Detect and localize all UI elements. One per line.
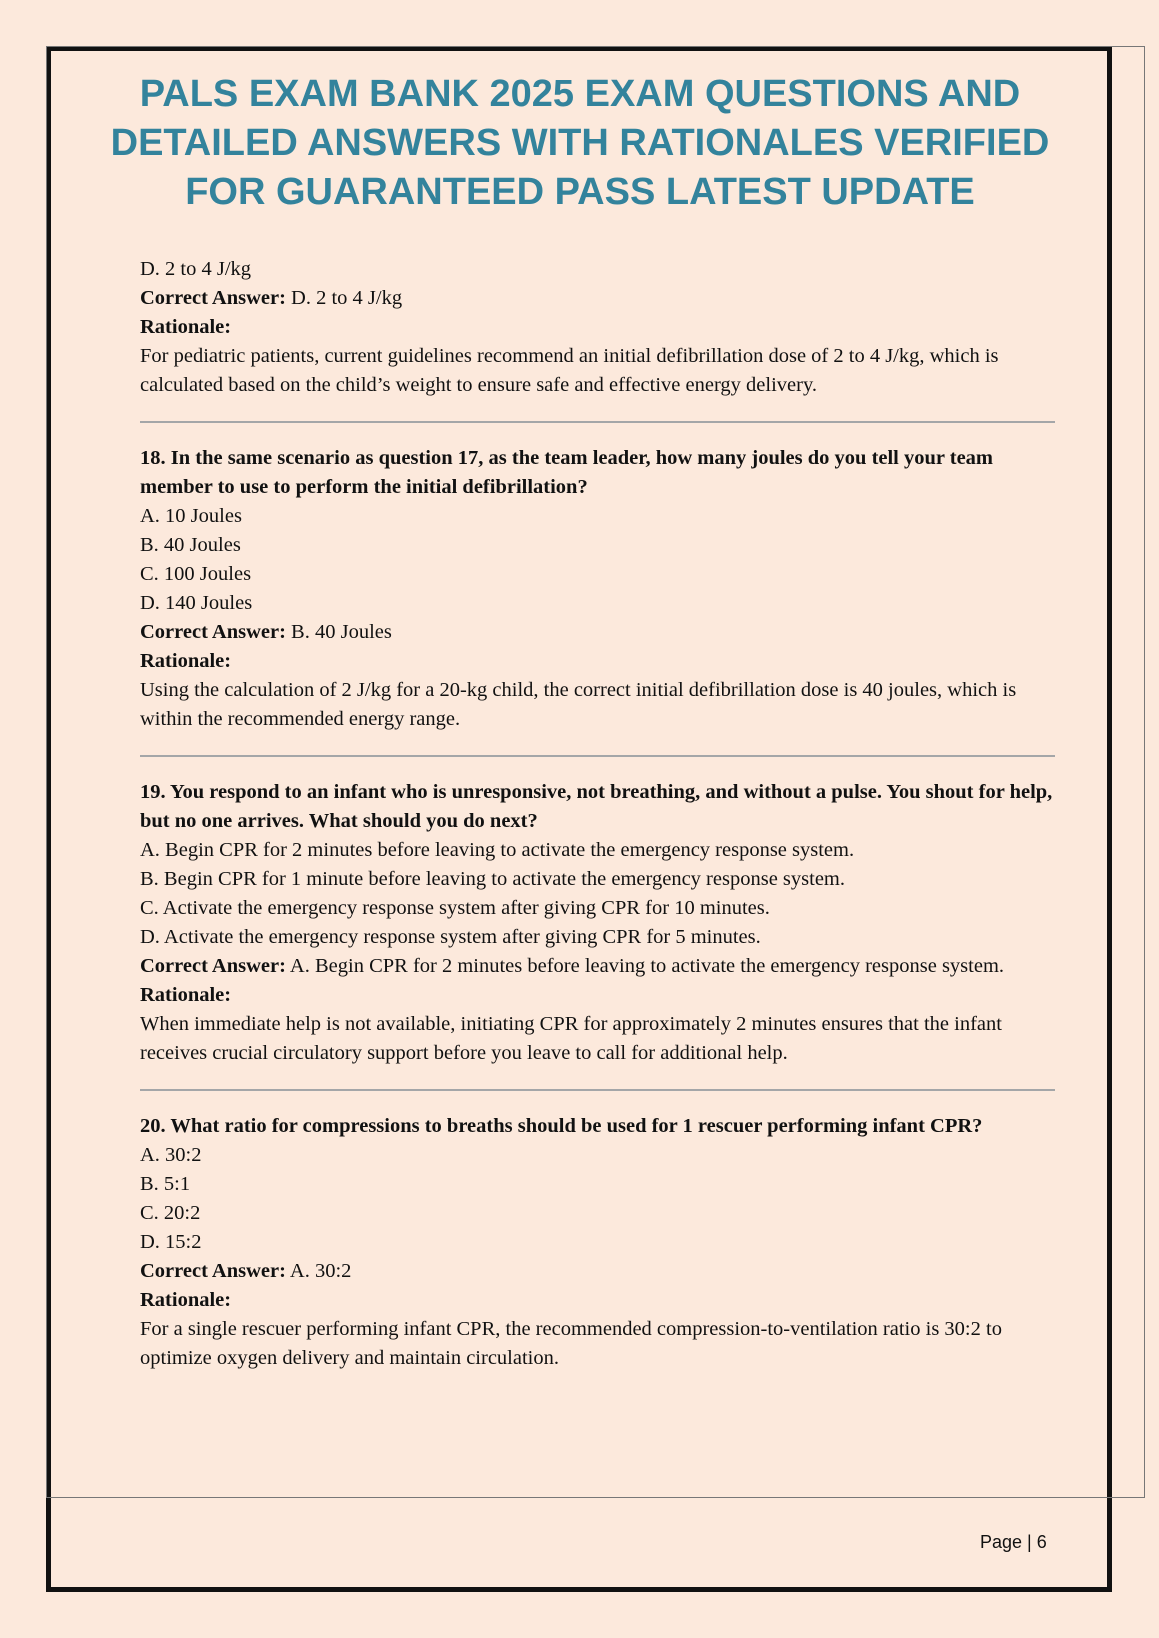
rationale-label: Rationale: <box>140 984 232 1006</box>
option-d: D. Activate the emergency response system after giving CPR for 5 minutes. <box>140 926 761 948</box>
correct-answer-text: A. 30:2 <box>289 1260 352 1282</box>
rationale-text: When immediate help is not available, initiating CPR for approximately 2 minutes ensures that the infant receives crucial circulatory support before you leave to call for additional help. <box>140 1013 1002 1064</box>
question-20 <box>140 1112 1055 1373</box>
divider <box>140 755 1055 757</box>
question-18 <box>140 444 1055 734</box>
option-b: B. 40 Joules <box>140 534 241 556</box>
correct-answer <box>140 952 1055 981</box>
correct-answer <box>140 1257 1055 1286</box>
rationale-text: Using the calculation of 2 J/kg for a 20-kg child, the correct initial defibrillation dose is 40 joules, which is within the recommended energy range. <box>140 679 1017 730</box>
correct-answer-label: Correct Answer: <box>140 1260 286 1282</box>
option-c: C. Activate the emergency response system after giving CPR for 10 minutes. <box>140 897 770 919</box>
option-a: A. Begin CPR for 2 minutes before leaving to activate the emergency response system. <box>140 839 855 861</box>
question-19 <box>140 778 1055 1068</box>
rationale-label: Rationale: <box>140 316 232 338</box>
correct-answer-text: A. Begin CPR for 2 minutes before leaving to activate the emergency response system. <box>289 955 1005 977</box>
question-text: 19. You respond to an infant who is unresponsive, not breathing, and without a pulse. You shout for help, but no one arrives. What should you do next? <box>140 781 1053 832</box>
rationale-text: For a single rescuer performing infant CPR, the recommended compression-to-ventilation ratio is 30:2 to optimize oxygen delivery and maintain circulation. <box>140 1318 1002 1369</box>
correct-answer-label: Correct Answer: <box>140 621 286 643</box>
correct-answer-label: Correct Answer: <box>140 287 286 309</box>
correct-answer <box>140 618 1055 647</box>
option-c: C. 20:2 <box>140 1202 201 1224</box>
page-number: Page | 6 <box>980 1532 1047 1552</box>
option-d: D. 15:2 <box>140 1231 202 1253</box>
option-b: B. Begin CPR for 1 minute before leaving to activate the emergency response system. <box>140 868 845 890</box>
page-title: PALS EXAM BANK 2025 EXAM QUESTIONS AND DETAILED ANSWERS WITH RATIONALES VERIFIED FOR GUARANTEED PASS LATEST UPDATE <box>110 73 1050 213</box>
rationale-label: Rationale: <box>140 650 232 672</box>
option-d: D. 140 Joules <box>140 592 253 614</box>
divider <box>140 1089 1055 1091</box>
rationale-text: For pediatric patients, current guidelines recommend an initial defibrillation dose of 2 to 4 J/kg, which is calculated based on the child’s weight to ensure safe and effective energy delivery. <box>140 345 999 396</box>
question-text: 20. What ratio for compressions to breaths should be used for 1 rescuer performing infant CPR? <box>140 1115 983 1137</box>
divider <box>140 421 1055 423</box>
option-d: D. 2 to 4 J/kg <box>140 258 252 280</box>
correct-answer-text: D. 2 to 4 J/kg <box>291 287 403 309</box>
option-a: A. 30:2 <box>140 1144 202 1166</box>
correct-answer <box>140 284 1055 313</box>
option-c: C. 100 Joules <box>140 563 252 585</box>
correct-answer-label: Correct Answer: <box>140 955 286 977</box>
document-body <box>140 255 1055 1373</box>
correct-answer-text: B. 40 Joules <box>291 621 392 643</box>
option-b: B. 5:1 <box>140 1173 191 1195</box>
question-17-continuation <box>140 255 1055 400</box>
rationale-label: Rationale: <box>140 1289 232 1311</box>
option-a: A. 10 Joules <box>140 505 242 527</box>
question-text: 18. In the same scenario as question 17, as the team leader, how many joules do you tell your team member to use to perform the initial defibrillation? <box>140 447 994 498</box>
